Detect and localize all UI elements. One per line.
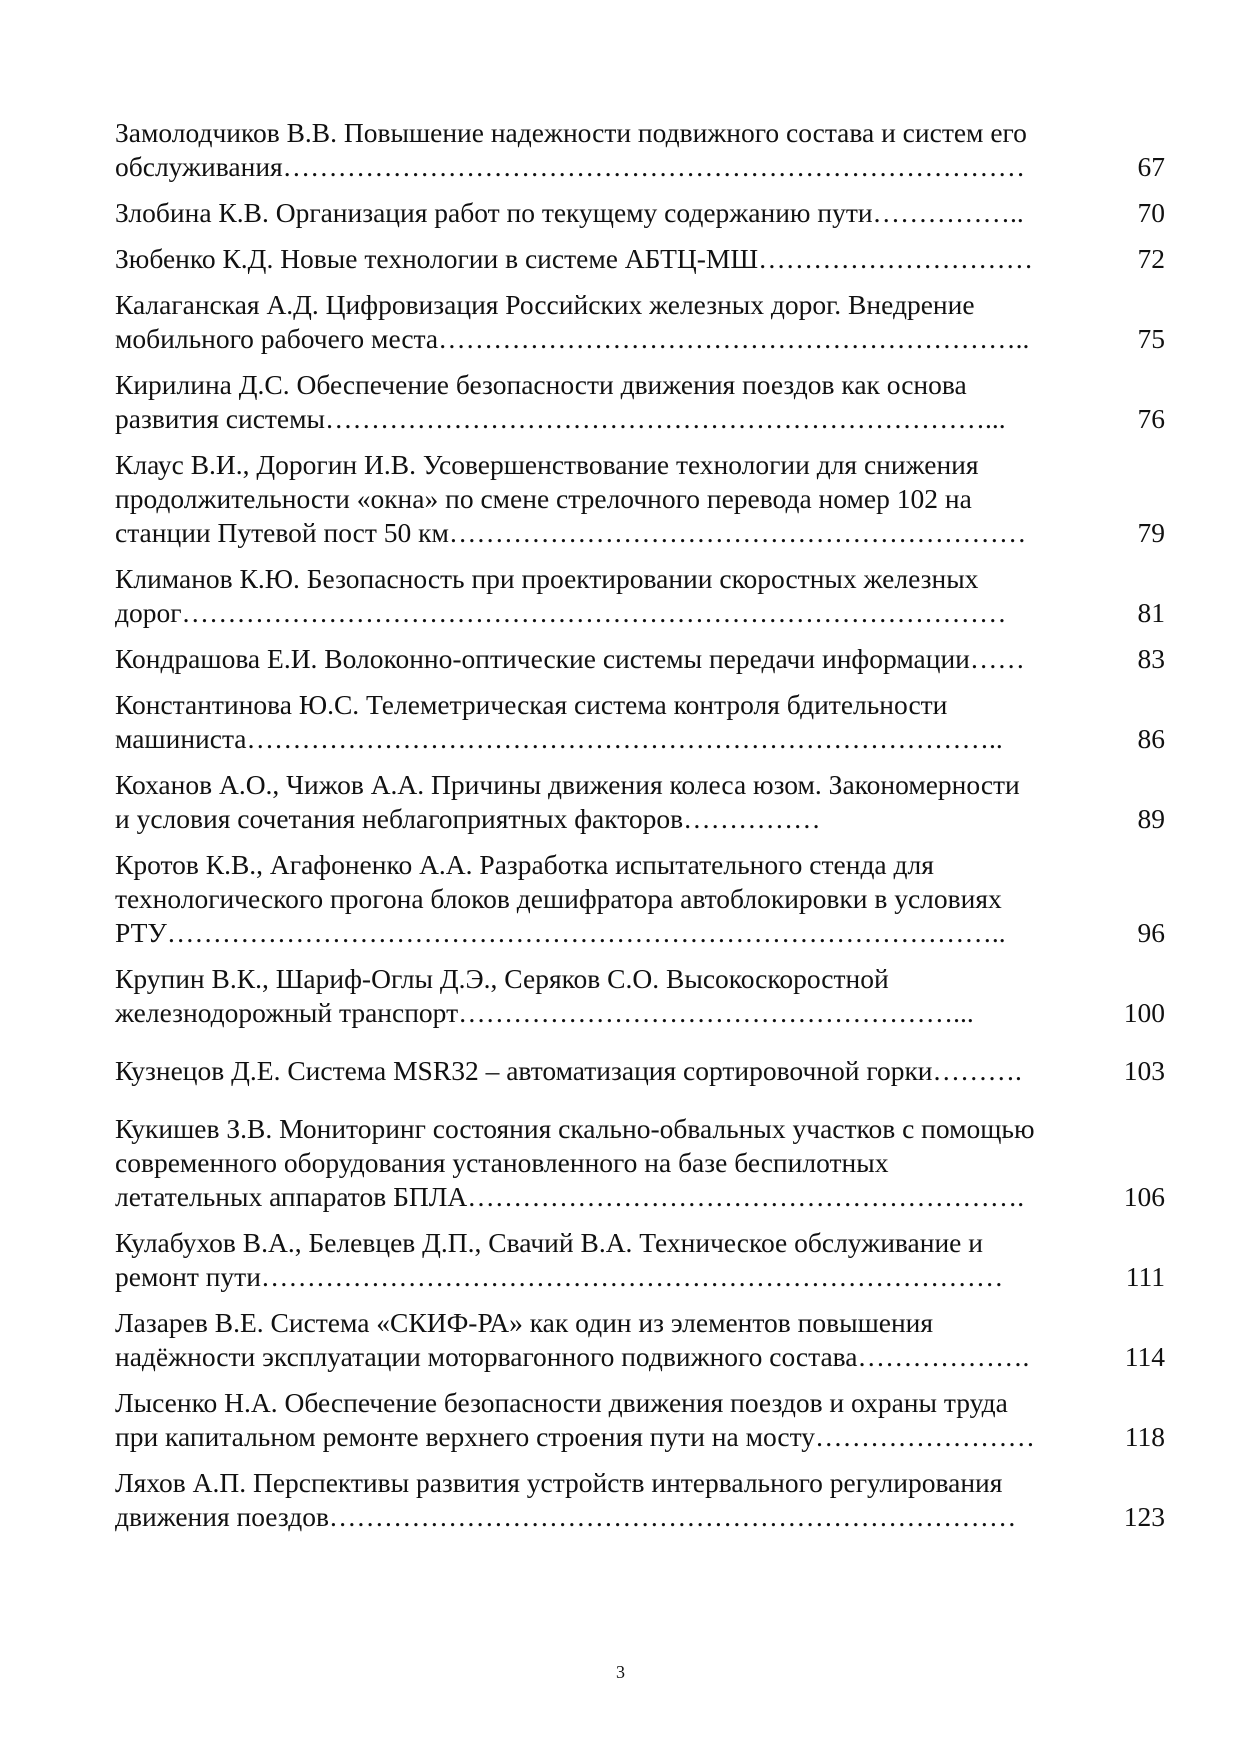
toc-entry xyxy=(115,768,1165,836)
toc-entry xyxy=(115,288,1165,356)
toc-entry-title: Кондрашова Е.И. Волоконно-оптические системы передачи информации…… xyxy=(115,643,1025,674)
toc-entry-page: 70 xyxy=(1137,197,1165,228)
toc-entry-page: 72 xyxy=(1137,243,1165,274)
toc-entry xyxy=(115,642,1165,676)
toc-entry xyxy=(115,1112,1165,1214)
toc-entry-title: Коханов А.О., Чижов А.А. Причины движения колеса юзом. Закономерности и условия сочетания неблагоприятных факторов…………… xyxy=(115,769,1020,834)
toc-entry-title: Лысенко Н.А. Обеспечение безопасности движения поездов и охраны труда при капитальном ремонте верхнего строения пути на мосту…………………… xyxy=(115,1387,1036,1452)
toc-entry-title: Крупин В.К., Шариф-Оглы Д.Э., Серяков С.О. Высокоскоростной железнодорожный транспорт………………………………………………... xyxy=(115,963,974,1028)
toc-entry-title: Константинова Ю.С. Телеметрическая система контроля бдительности машиниста……………………………………………………………………….. xyxy=(115,689,1003,754)
toc-entry-title: Климанов К.Ю. Безопасность при проектировании скоростных железных дорог……………………………………………………………………………… xyxy=(115,563,1007,628)
toc-entry-page: 79 xyxy=(1137,517,1165,548)
toc-entry-page: 111 xyxy=(1125,1261,1165,1292)
toc-entry xyxy=(115,1466,1165,1534)
page-number: 3 xyxy=(616,1662,625,1682)
toc-entry-page: 83 xyxy=(1137,643,1165,674)
toc-entry-page: 123 xyxy=(1123,1501,1165,1532)
toc-entry xyxy=(115,688,1165,756)
toc-entry xyxy=(115,368,1165,436)
toc-entry-page: 67 xyxy=(1137,151,1165,182)
toc-entry xyxy=(115,848,1165,950)
toc-entry xyxy=(115,562,1165,630)
toc-entry-page: 100 xyxy=(1123,997,1165,1028)
toc-entry-title: Замолодчиков В.В. Повышение надежности подвижного состава и систем его обслуживания……………………………………………………………………… xyxy=(115,117,1027,182)
toc-entry-title: Зюбенко К.Д. Новые технологии в системе АБТЦ-МШ………………………… xyxy=(115,243,1034,274)
toc-entry-title: Кирилина Д.С. Обеспечение безопасности движения поездов как основа развития системы………………………………………………………………... xyxy=(115,369,1006,434)
toc-entry xyxy=(115,1386,1165,1454)
toc-entry-page: 103 xyxy=(1123,1055,1165,1086)
toc-entry-title: Лазарев В.Е. Система «СКИФ-РА» как один из элементов повышения надёжности эксплуатации моторвагонного подвижного состава………………. xyxy=(115,1307,1030,1372)
table-of-contents xyxy=(115,116,1165,1534)
toc-entry-page: 96 xyxy=(1137,917,1165,948)
toc-entry-page: 76 xyxy=(1137,403,1165,434)
toc-entry-page: 114 xyxy=(1124,1341,1165,1372)
toc-entry xyxy=(115,962,1165,1030)
toc-entry-title: Злобина К.В. Организация работ по текущему содержанию пути…………….. xyxy=(115,197,1024,228)
toc-entry xyxy=(115,242,1165,276)
toc-entry-title: Кузнецов Д.Е. Система MSR32 – автоматизация сортировочной горки………. xyxy=(115,1055,1022,1086)
toc-entry-page: 86 xyxy=(1137,723,1165,754)
toc-entry xyxy=(115,1054,1165,1088)
toc-entry-title: Кулабухов В.А., Белевцев Д.П., Свачий В.А. Техническое обслуживание и ремонт пути……………………………………………………………………… xyxy=(115,1227,1004,1292)
toc-entry-title: Кротов К.В., Агафоненко А.А. Разработка испытательного стенда для технологического прогона блоков дешифратора автоблокировки в условиях РТУ……………………………………………………………………………….. xyxy=(115,849,1006,948)
toc-entry-title: Ляхов А.П. Перспективы развития устройств интервального регулирования движения поездов………………………………………………………………… xyxy=(115,1467,1017,1532)
toc-entry-page: 118 xyxy=(1124,1421,1165,1452)
toc-entry-page: 89 xyxy=(1137,803,1165,834)
toc-entry xyxy=(115,1226,1165,1294)
toc-entry-title: Кукишев З.В. Мониторинг состояния скально-обвальных участков с помощью современного оборудования установленного на базе беспилотных летательных аппаратов БПЛА……………………………………………………. xyxy=(115,1113,1035,1212)
toc-entry-page: 81 xyxy=(1137,597,1165,628)
toc-entry-page: 106 xyxy=(1123,1181,1165,1212)
toc-entry xyxy=(115,196,1165,230)
toc-entry-page: 75 xyxy=(1137,323,1165,354)
toc-entry-title: Калаганская А.Д. Цифровизация Российских железных дорог. Внедрение мобильного рабочего места……………………………………………………….. xyxy=(115,289,1030,354)
toc-entry xyxy=(115,116,1165,184)
toc-entry xyxy=(115,1306,1165,1374)
toc-entry xyxy=(115,448,1165,550)
toc-entry-title: Клаус В.И., Дорогин И.В. Усовершенствование технологии для снижения продолжительности «окна» по смене стрелочного перевода номер 102 на станции Путевой пост 50 км……………………………………………………… xyxy=(115,449,1027,548)
